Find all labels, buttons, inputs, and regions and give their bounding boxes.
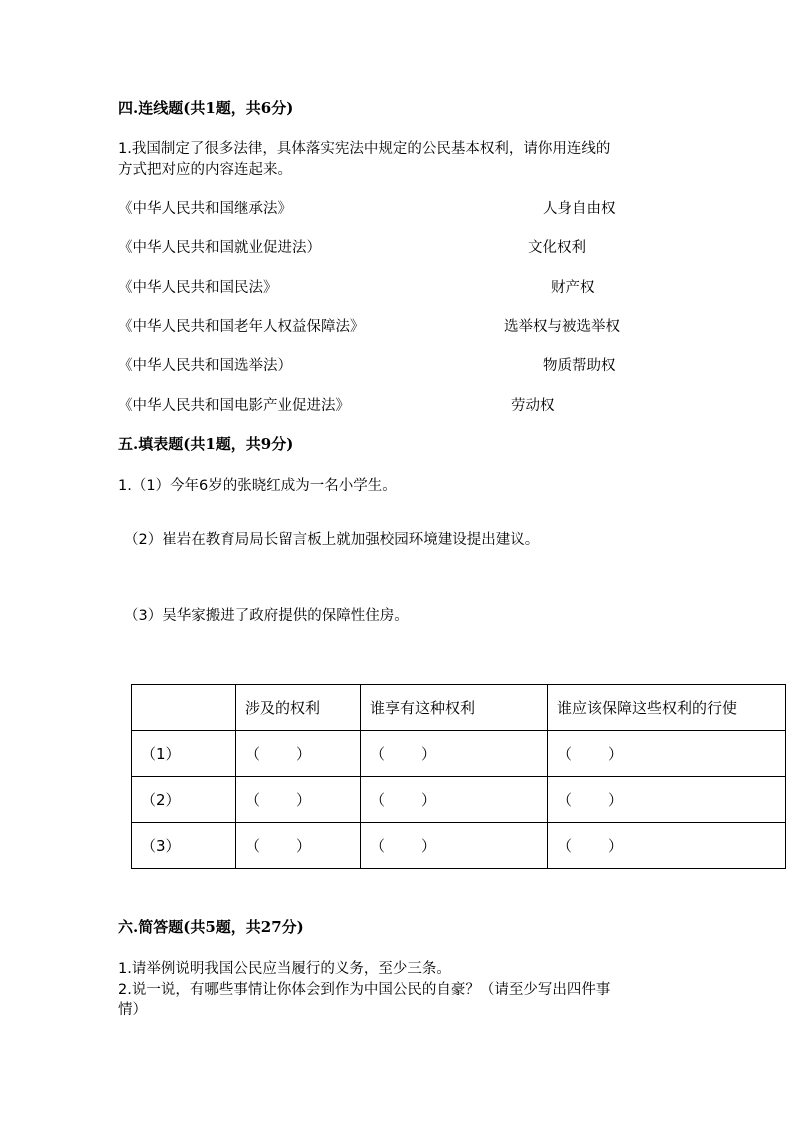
law-item: 《中华人民共和国老年人权益保障法》 <box>118 319 365 335</box>
answer-blank[interactable]: （ ） <box>548 823 786 869</box>
table-header <box>132 685 236 731</box>
question-text: 情） <box>118 1002 147 1018</box>
question-text: 1.请举例说明我国公民应当履行的义务，至少三条。 <box>118 961 451 977</box>
law-item: 《中华人民共和国就业促进法） <box>118 240 321 256</box>
right-item: 物质帮助权 <box>543 358 616 374</box>
right-item: 人身自由权 <box>543 201 616 217</box>
table-row <box>132 823 786 869</box>
law-item: 《中华人民共和国电影产业促进法》 <box>118 398 350 414</box>
row-label: （3） <box>132 823 236 869</box>
scenario-text: 1.（1）今年6岁的张晓红成为一名小学生。 <box>118 478 397 494</box>
scenario-text: （3）吴华家搬进了政府提供的保障性住房。 <box>124 608 409 624</box>
law-item: 《中华人民共和国选举法） <box>118 358 292 374</box>
table-row <box>132 731 786 777</box>
row-label: （1） <box>132 731 236 777</box>
section6-heading: 六.简答题(共5题，共27分) <box>118 918 304 936</box>
table-header: 涉及的权利 <box>236 685 361 731</box>
table-header-row <box>132 685 786 731</box>
question-text: 方式把对应的内容连起来。 <box>118 162 292 178</box>
section4-heading: 四.连线题(共1题，共6分) <box>118 99 294 117</box>
law-item: 《中华人民共和国民法》 <box>118 280 278 296</box>
question-text: 2.说一说，有哪些事情让你体会到作为中国公民的自豪？（请至少写出四件事 <box>118 982 611 998</box>
answer-blank[interactable]: （ ） <box>361 823 548 869</box>
section5-heading: 五.填表题(共1题，共9分) <box>118 435 294 453</box>
right-item: 选举权与被选举权 <box>504 319 620 335</box>
question-text: 1.我国制定了很多法律，具体落实宪法中规定的公民基本权利，请你用连线的 <box>118 141 611 157</box>
answer-blank[interactable]: （ ） <box>548 731 786 777</box>
row-label: （2） <box>132 777 236 823</box>
answer-blank[interactable]: （ ） <box>236 777 361 823</box>
answer-blank[interactable]: （ ） <box>548 777 786 823</box>
scenario-text: （2）崔岩在教育局局长留言板上就加强校园环境建设提出建议。 <box>124 532 540 548</box>
right-item: 财产权 <box>551 280 595 296</box>
table-row <box>132 777 786 823</box>
answer-blank[interactable]: （ ） <box>236 731 361 777</box>
answer-blank[interactable]: （ ） <box>361 777 548 823</box>
answer-blank[interactable]: （ ） <box>361 731 548 777</box>
right-item: 文化权利 <box>528 240 586 256</box>
law-item: 《中华人民共和国继承法》 <box>118 201 292 217</box>
fill-in-table <box>131 684 786 869</box>
answer-blank[interactable]: （ ） <box>236 823 361 869</box>
table-header: 谁享有这种权利 <box>361 685 548 731</box>
right-item: 劳动权 <box>511 398 555 414</box>
table-header: 谁应该保障这些权利的行使 <box>548 685 786 731</box>
